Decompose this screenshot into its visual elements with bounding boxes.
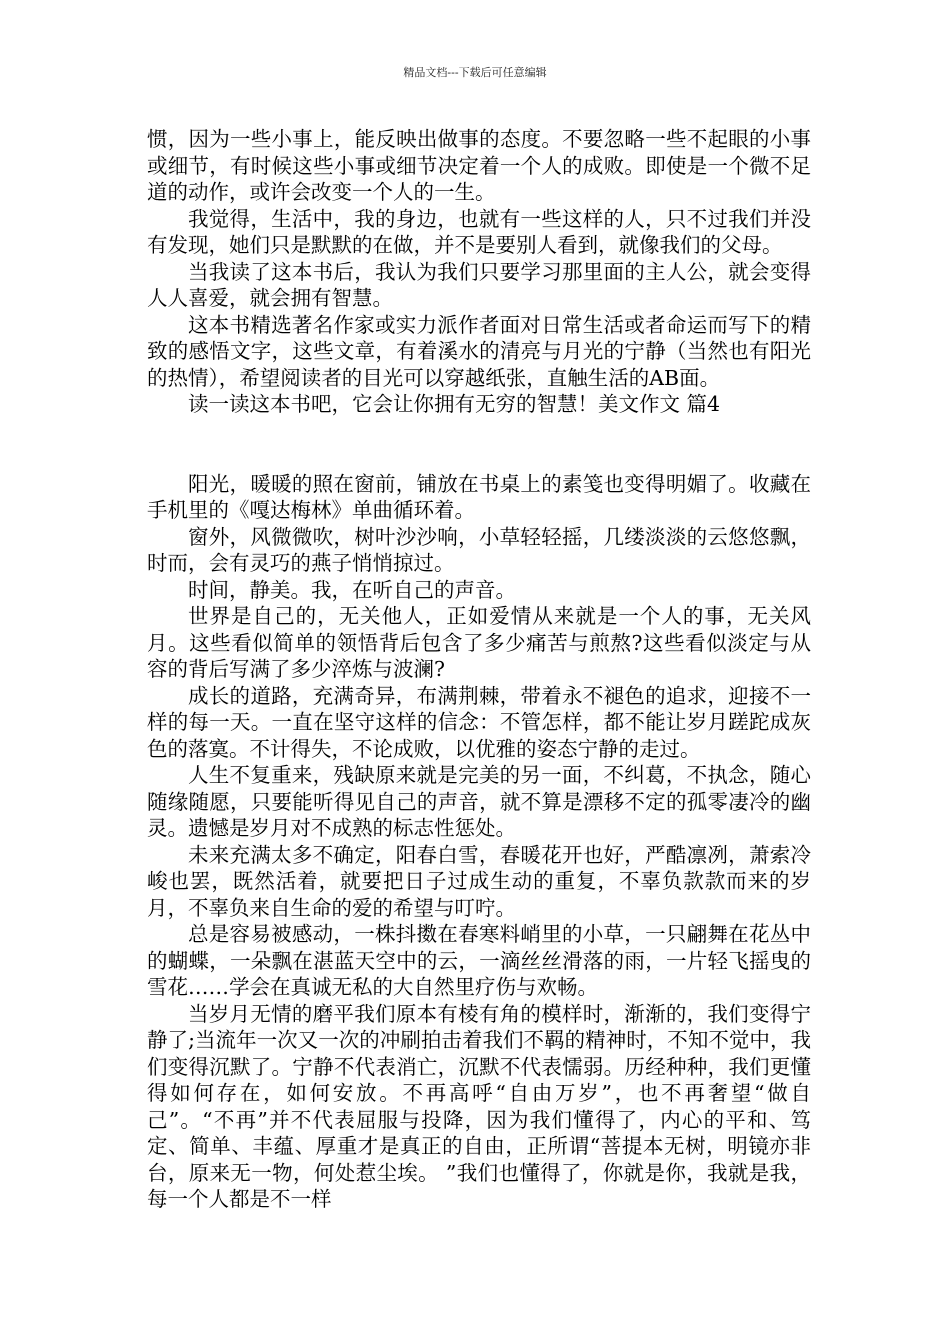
- section-title-line: 读一读这本书吧，它会让你拥有无穷的智慧！美文作文 篇4: [188, 392, 721, 416]
- paragraph: 未来充满太多不确定，阳春白雪，春暖花开也好，严酷凛冽，萧索冷峻也罢，既然活着，就要把日子过成生动的重复，不辜负款款而来的岁月，不辜负来自生命的爱的希望与叮咛。: [147, 842, 811, 920]
- section-part1: [147, 126, 811, 418]
- paragraph: 惯，因为一些小事上，能反映出做事的态度。不要忽略一些不起眼的小事或细节，有时候这些小事或细节决定着一个人的成败。即使是一个微不足道的动作，或许会改变一个人的一生。: [147, 127, 811, 204]
- paragraph: 窗外，风微微吹，树叶沙沙响，小草轻轻摇，几缕淡淡的云悠悠飘，时而，会有灵巧的燕子悄悄掠过。: [147, 524, 811, 575]
- paragraph: 当岁月无情的磨平我们原本有棱有角的模样时，渐渐的，我们变得宁静了;当流年一次又一次的冲刷拍击着我们不羁的精神时，不知不觉中，我们变得沉默了。宁静不代表消亡，沉默不代表懦弱。历经种种，我们更懂得如何存在，如何安放。不再高呼“自由万岁”，也不再奢望“做自己”。“不再”并不代表屈服与投降，因为我们懂得了，内心的平和、笃定、简单、丰蕴、厚重才是真正的自由，正所谓“菩提本无树，明镜亦非台，原来无一物，何处惹尘埃。 ”我们也懂得了，你就是你，我就是我，每一个人都是不一样: [147, 1001, 811, 1211]
- paragraph: 时间，静美。我，在听自己的声音。: [188, 577, 516, 602]
- paragraph: 我觉得，生活中，我的身边，也就有一些这样的人，只不过我们并没有发现，她们只是默默的在做，并不是要别人看到，就像我们的父母。: [147, 206, 811, 257]
- section-part2: [147, 471, 811, 1213]
- paragraph: 成长的道路，充满奇异，布满荆棘，带着永不褪色的追求，迎接不一样的每一天。一直在坚守这样的信念：不管怎样，都不能让岁月蹉跎成灰色的落寞。不计得失，不论成败，以优雅的姿态宁静的走过。: [147, 683, 811, 761]
- paragraph: 当我读了这本书后，我认为我们只要学习那里面的主人公，就会变得人人喜爱，就会拥有智慧。: [147, 259, 811, 310]
- paragraph: 世界是自己的，无关他人，正如爱情从来就是一个人的事，无关风月。这些看似简单的领悟背后包含了多少痛苦与煎熬?这些看似淡定与从容的背后写满了多少淬炼与波澜?: [147, 604, 811, 681]
- page-header: 精品文档---下载后可任意编辑: [403, 66, 547, 79]
- document-body: [147, 126, 811, 1213]
- paragraph: 总是容易被感动，一株抖擞在春寒料峭里的小草，一只翩舞在花丛中的蝴蝶，一朵飘在湛蓝天空中的云，一滴丝丝滑落的雨，一片轻飞摇曳的雪花……学会在真诚无私的大自然里疗伤与欢畅。: [147, 922, 811, 999]
- paragraph: 阳光，暖暖的照在窗前，铺放在书桌上的素笺也变得明媚了。收藏在手机里的《嘎达梅林》单曲循环着。: [147, 471, 811, 522]
- section-gap: [147, 418, 811, 471]
- paragraph: 人生不复重来，残缺原来就是完美的另一面，不纠葛，不执念，随心随缘随愿，只要能听得见自己的声音，就不算是漂移不定的孤零凄冷的幽灵。遗憾是岁月对不成熟的标志性惩处。: [147, 763, 811, 840]
- paragraph: 这本书精选著名作家或实力派作者面对日常生活或者命运而写下的精致的感悟文字，这些文章，有着溪水的清亮与月光的宁静（当然也有阳光的热情），希望阅读者的目光可以穿越纸张，直触生活的AB面。: [147, 312, 811, 390]
